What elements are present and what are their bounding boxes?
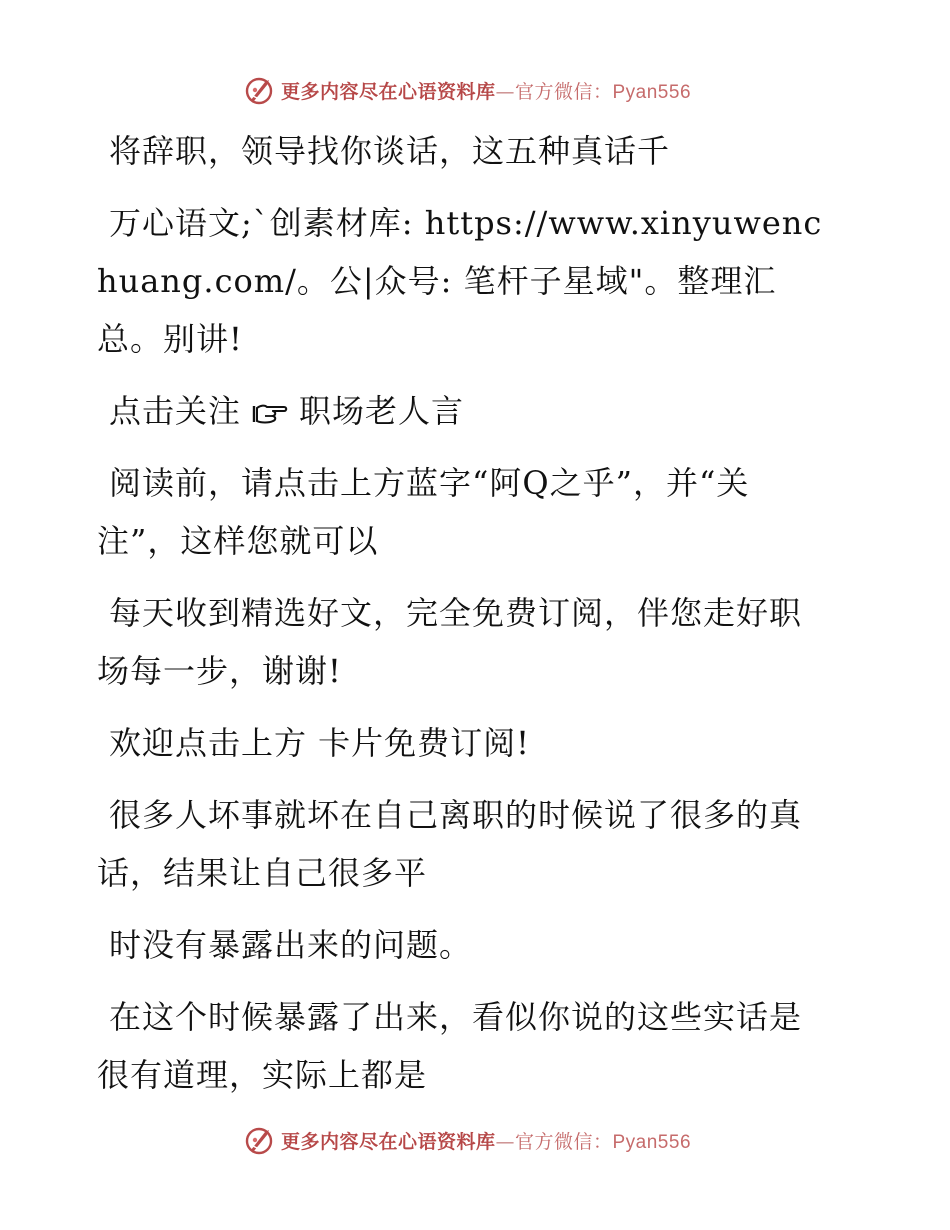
footer-banner-inner xyxy=(243,1124,691,1156)
quill-pen-logo-icon xyxy=(243,1124,275,1156)
paragraph-6 xyxy=(97,714,832,772)
paragraph-1 xyxy=(97,122,832,180)
paragraph-4-text: 阅读前，请点击上方蓝字“阿Q之乎”，并“关注”，这样您就可以 xyxy=(97,464,750,560)
paragraph-6-text: 欢迎点击上方 卡片免费订阅! xyxy=(109,724,531,762)
paragraph-9 xyxy=(97,988,832,1104)
paragraph-9-text: 在这个时候暴露了出来，看似你说的这些实话是很有道理，实际上都是 xyxy=(97,998,803,1094)
header-banner-text xyxy=(281,77,691,104)
banner-separator: — xyxy=(495,80,515,103)
banner-wechat-label: 官方微信： xyxy=(514,80,613,103)
paragraph-2 xyxy=(97,194,832,368)
paragraph-2-text: 万心语文;`创素材库: https://www.xinyuwenchuang.com/。公|众号: 笔杆子星域"。整理汇总。别讲! xyxy=(97,204,823,358)
header-banner xyxy=(0,70,950,110)
paragraph-4 xyxy=(97,454,832,570)
paragraph-7 xyxy=(97,786,832,902)
header-banner-inner xyxy=(243,74,691,106)
paragraph-5 xyxy=(97,584,832,700)
footer-banner-separator: — xyxy=(495,1130,515,1153)
paragraph-1-text: 将辞职，领导找你谈话，这五种真话千 xyxy=(109,132,671,170)
paragraph-5-text: 每天收到精选好文，完全免费订阅，伴您走好职场每一步，谢谢! xyxy=(97,594,803,690)
follow-label: 点击关注 xyxy=(109,392,242,430)
quill-pen-logo-icon xyxy=(243,74,275,106)
paragraph-7-text: 很多人坏事就坏在自己离职的时候说了很多的真话，结果让自己很多平 xyxy=(97,796,803,892)
footer-banner xyxy=(0,1120,950,1160)
paragraph-3-text: 职场老人言 xyxy=(299,392,465,430)
footer-banner-wechat-label: 官方微信： xyxy=(514,1130,613,1153)
pointing-hand-icon xyxy=(251,400,291,426)
paragraph-8-text: 时没有暴露出来的问题。 xyxy=(109,926,473,964)
banner-main-text: 更多内容尽在心语资料库 xyxy=(280,80,496,103)
document-body xyxy=(97,122,832,1112)
footer-banner-main-text: 更多内容尽在心语资料库 xyxy=(280,1130,496,1153)
footer-banner-wechat-id: Pyan556 xyxy=(612,1131,692,1153)
footer-banner-text xyxy=(281,1127,691,1154)
paragraph-8 xyxy=(97,916,832,974)
paragraph-3 xyxy=(97,382,832,440)
banner-wechat-id: Pyan556 xyxy=(612,81,692,103)
